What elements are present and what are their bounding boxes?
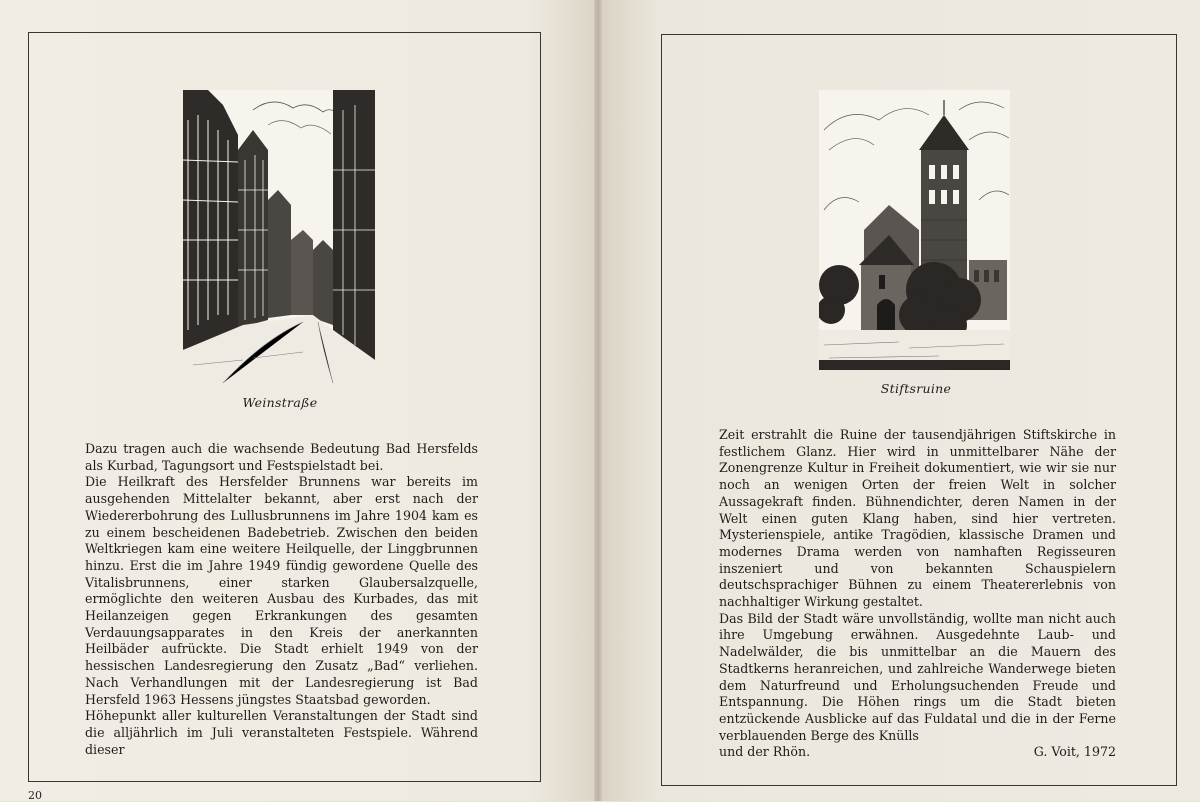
paragraph: Die Heilkraft des Hersfelder Brunnens war bereits im ausgehenden Mittelalter bekannt, aber erst nach der Wiedererbohrung des Lullusbrunnens im Jahre 1904 kam es zu einem bescheidenen Badebetrieb. Zwischen den beiden Weltkriegen kam eine weitere Heilquelle, der Linggbrunnen hinzu. Erst die im Jahre 1949 fündig gewordene Quelle des Vitalisbrunnens, einer starken Glaubersalzquelle, ermöglichte den weiteren Ausbau des Kurbades, das mit Heilanzeigen gegen Erkrankungen des gesamten Verdauungsapparates in den Kreis der anerkannten Heilbäder aufrückte. Die Stadt erhielt 1949 von der hessischen Landesregierung den Zusatz „Bad“ verliehen. Nach Verhandlungen mit der Landesregierung ist Bad Hersfeld 1963 Hessens jüngstes Staatsbad geworden. [85,474,478,707]
book-gutter [594,0,602,801]
caption-stiftsruine: Stiftsruine [880,381,952,396]
paragraph: Dazu tragen auch die wachsende Bedeutung Bad Hersfelds als Kurbad, Tagungsort und Festspielstadt bei. [85,441,478,473]
signoff-line [719,744,1116,761]
right-body-text [719,427,1116,761]
last-line: und der Rhön. [719,744,811,760]
author-signature: G. Voit, 1972 [1033,744,1116,760]
left-body-text [85,441,478,758]
paragraph: Höhepunkt aller kulturellen Veranstaltungen der Stadt sind die alljährlich im Juli veranstalteten Festspiele. Während dieser [85,708,478,757]
weinstrasse-illustration [183,90,375,383]
paragraph: Das Bild der Stadt wäre unvollständig, wollte man nicht auch ihre Umgebung erwähnen. Ausgedehnte Laub- und Nadelwälder, die bis unmittelbar an die Mauern des Stadtkerns heranreichen, und zahlreiche Wanderwege bieten dem Naturfreund und Erholungsuchenden Freude und Entspannung. Die Höhen rings um die Stadt bieten entzückende Ausblicke auf das Fuldatal und die in der Ferne verblauenden Berge des Knülls [719,610,1116,743]
page-number: 20 [28,789,42,802]
paragraph: Zeit erstrahlt die Ruine der tausendjährigen Stiftskirche in festlichem Glanz. Hier wird in unmittelbarer Nähe der Zonengrenze Kultur in Freiheit dokumentiert, wie wir sie nur noch an wenigen Orten der freien Welt in solcher Aussagekraft finden. Bühnendichter, deren Namen in der Welt einen guten Klang haben, sind hier vertreten. Mysterienspiele, antike Tragödien, klassische Dramen und modernes Drama werden von namhaften Regisseuren inszeniert und von bekannten Schauspielern deutschsprachiger Bühnen zu einem Theatererlebnis von nachhaltiger Wirkung gestaltet. [719,427,1116,610]
stiftsruine-illustration [819,90,1010,370]
caption-weinstrasse: Weinstraße [242,395,318,410]
